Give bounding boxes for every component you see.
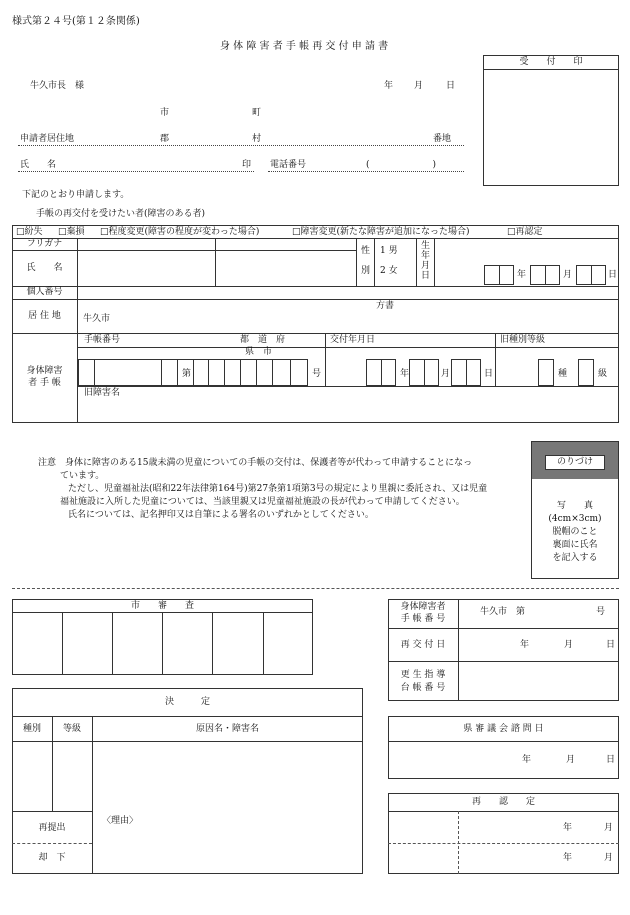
applicant-name-label: 氏 名 <box>20 160 57 170</box>
reason-grade-change[interactable]: □程度変更(障害の程度が変わった場合) <box>100 227 260 237</box>
glue-label: のりづけ <box>545 455 605 470</box>
phone-label: 電話番号 <box>270 160 307 170</box>
sex-male[interactable]: 1 男 <box>380 246 398 256</box>
subject-heading: 手帳の再交付を受けたい者(障害のある者) <box>36 209 206 219</box>
applicant-name-field[interactable] <box>18 171 254 172</box>
old-grade-box[interactable] <box>578 359 594 386</box>
katagaki-label: 方書 <box>376 301 395 311</box>
applicant-address-label: 申請者居住地 <box>20 134 75 144</box>
sex-female[interactable]: 2 女 <box>380 266 398 276</box>
form-title: 身 体 障 害 者 手 帳 再 交 付 申 請 書 <box>220 41 389 52</box>
reception-stamp-box <box>483 55 619 186</box>
issue-date-label: 交付年月日 <box>330 335 376 345</box>
phone-field[interactable] <box>268 171 464 172</box>
personal-number-label: 個人番号 <box>26 287 63 297</box>
resubmit-label: 再提出 <box>38 823 66 833</box>
seal-mark: 印 <box>242 160 252 170</box>
reissue-date-label: 再 交 付 日 <box>400 640 446 650</box>
city-review-title: 市 審 査 <box>130 601 194 611</box>
techo-number-value: 牛久市 第 <box>480 607 526 617</box>
name-label: 氏 名 <box>26 263 63 273</box>
cut-line <box>12 588 619 589</box>
residence-label: 居 住 地 <box>28 311 61 321</box>
council-title: 県 審 議 会 諮 問 日 <box>463 724 544 734</box>
furigana-label: フリガナ <box>26 239 63 249</box>
residence-value: 牛久市 <box>83 314 111 324</box>
addressee: 牛久市長 様 <box>30 81 85 91</box>
old-grade-label: 旧種別等級 <box>500 335 546 345</box>
form-number: 様式第２４号(第１２条関係) <box>12 16 140 27</box>
intro-text: 下記のとおり申請します。 <box>22 190 130 200</box>
reason-disability-change[interactable]: □障害変更(新たな障害が追加になった場合) <box>292 227 470 237</box>
recert-title: 再 認 定 <box>471 797 535 807</box>
decision-title: 決 定 <box>164 697 210 707</box>
reason-lost[interactable]: □紛失 <box>16 227 43 237</box>
reason-damaged[interactable]: □棄損 <box>58 227 85 237</box>
reception-stamp-label: 受 付 印 <box>519 57 583 67</box>
reason-label: 〈理由〉 <box>102 816 139 826</box>
old-disability-label: 旧障害名 <box>84 388 121 398</box>
reject-label: 却 下 <box>38 853 66 863</box>
reason-recertification[interactable]: □再認定 <box>507 227 543 237</box>
techo-number-label: 手帳番号 <box>84 335 121 345</box>
old-type-box[interactable] <box>538 359 554 386</box>
applicant-address-field[interactable] <box>18 145 464 146</box>
